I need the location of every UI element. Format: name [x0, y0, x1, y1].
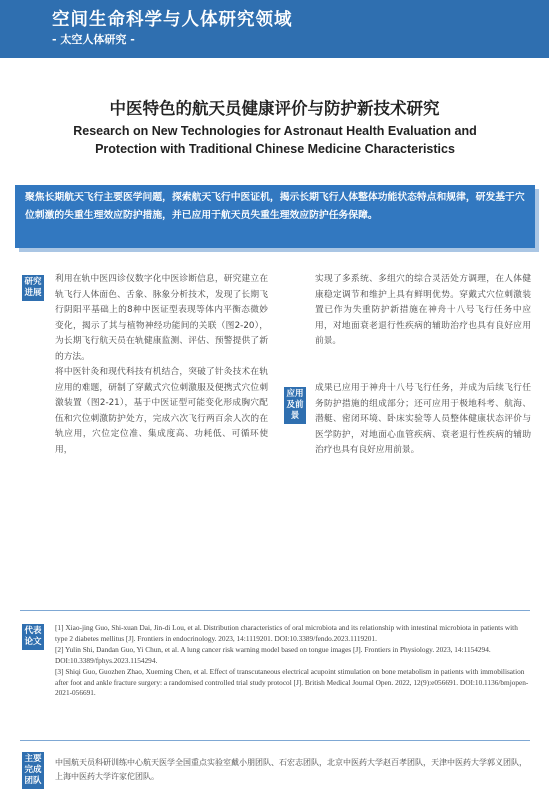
- progress-tag: 研究进展: [22, 275, 44, 301]
- article-title-en-line1: Research on New Technologies for Astronaut Health Evaluation and: [73, 124, 477, 138]
- article-title-en-line2: Protection with Traditional Chinese Medicine Characteristics: [95, 142, 455, 156]
- application-tag: 应用及前景: [284, 387, 306, 424]
- section-header: [0, 0, 549, 58]
- divider-bottom: [20, 740, 530, 741]
- references-list: [55, 623, 530, 700]
- section-title: 空间生命科学与人体研究领域: [52, 10, 293, 30]
- reference-item: [1] Xiao-jing Guo, Shi-xuan Dai, Jin-di Lou, et al. Distribution characteristics of oral microbiota and its relationship with intestinal microbiota in patients with type 2 diabetes mellitus [J]. Frontiers in endocrinology. 2023, 14:1119201. DOI:10.3389/fendo.2023.1119201.: [55, 623, 518, 643]
- team-tag: 主要完成团队: [22, 752, 44, 789]
- summary-box: 聚焦长期航天飞行主要医学问题，探索航天飞行中医证机，揭示长期飞行人体整体功能状态特点和规律，研发基于穴位刺激的失重生理效应防护措施，并已应用于航天员失重生理效应防护任务保障。: [15, 185, 535, 248]
- reference-item: [2] Yulin Shi, Dandan Guo, Yi Chun, et al. A lung cancer risk warning model based on tongue images [J]. Frontiers in Physiology. 2023, 14:1154294. DOI:10.3389/fphys.2023.1154294.: [55, 645, 491, 665]
- progress-para-1: 利用在轨中医四诊仪数字化中医诊断信息，研究建立在轨飞行人体面色、舌象、脉象分析技术，发现了长期飞行阴阳平基础上的8种中医证型表现等体内平衡态微妙变化，揭示了其与植物神经功能间的关联（图2-20），为长期飞行航天员在轨健康监测、评估、预警提供了新的方法。: [55, 274, 268, 362]
- application-text: 成果已应用于神舟十八号飞行任务，并成为后续飞行任务防护措施的组成部分；还可应用于极地科考、航海、潜艇、密闭环境、卧床实验等人员整体健康状态评价与医学防护，对地面心血管疾病、衰老退行性疾病的辅助治疗也具有良好应用前景。: [315, 383, 531, 455]
- article-title-en: [30, 122, 520, 158]
- section-subtitle: - 太空人体研究 -: [52, 33, 135, 46]
- reference-item: [3] Shiqi Guo, Guozhen Zhao, Xueming Chen, et al. Effect of transcutaneous electrical acupoint stimulation on bone metabolism in patients with immobilisation after foot and ankle fracture surgery: a randomised controlled trial study protocol [J]. British Medical Journal Open. 2022, 12(9):e056691. DOI:10.1136/bmjopen-2021-056691.: [55, 667, 529, 697]
- progress-para-3: 实现了多系统、多组穴的综合灵活处方调理，在人体健康稳定调节和维护上具有鲜明优势。穿戴式穴位刺激装置已作为失重防护新措施在神舟十八号飞行任务中应用，对地面衰老退行性疾病的辅助治疗也具有良好应用前景。: [315, 274, 531, 346]
- progress-para-2: 将中医针灸和现代科技有机结合，突破了针灸技术在轨应用的难题，研制了穿戴式穴位刺激服及便携式穴位刺激装置（图2-21），基于中医证型可能变化形成胸穴配伍和穴位刺激防护处方，完成六次飞行两百余人次的在轨应用，穴位定位准、集成度高、功耗低、可循环使用，: [55, 367, 268, 455]
- divider-top: [20, 610, 530, 611]
- article-title-cn: 中医特色的航天员健康评价与防护新技术研究: [109, 99, 440, 118]
- references-tag: 代表论文: [22, 624, 44, 650]
- team-text: 中国航天员科研训练中心航天医学全国重点实验室戴小朋团队、石宏志团队，北京中医药大学赵百孝团队，天津中医药大学郭义团队，上海中医药大学许家佗团队。: [55, 758, 527, 781]
- progress-column-left: [55, 272, 268, 458]
